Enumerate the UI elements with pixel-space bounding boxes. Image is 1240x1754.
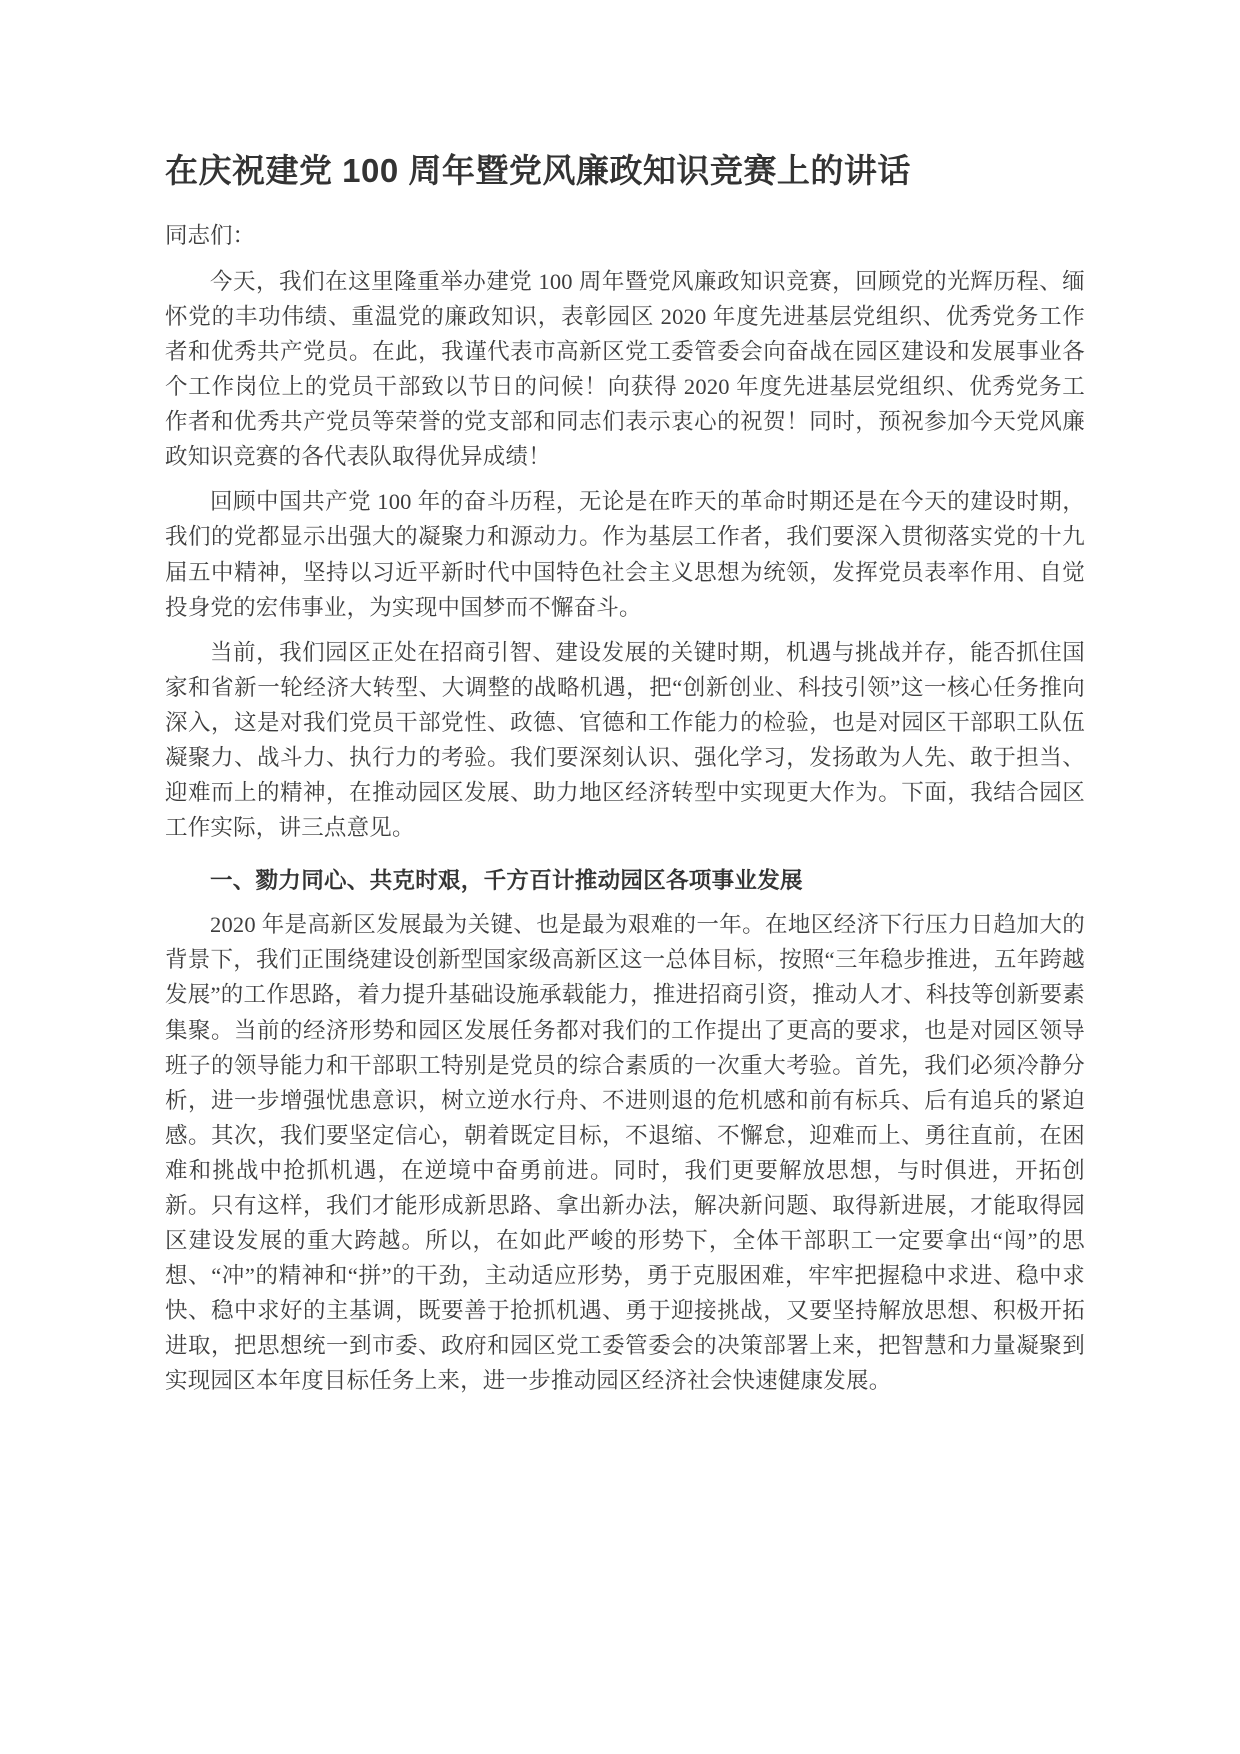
section-paragraph-1: 2020 年是高新区发展最为关键、也是最为艰难的一年。在地区经济下行压力日趋加大的背景下，我们正围绕建设创新型国家级高新区这一总体目标，按照“三年稳步推进，五年跨越发展”的工作思路，着力提升基础设施承载能力，推进招商引资，推动人才、科技等创新要素集聚。当前的经济形势和园区发展任务都对我们的工作提出了更高的要求，也是对园区领导班子的领导能力和干部职工特别是党员的综合素质的一次重大考验。首先，我们必须冷静分析，进一步增强忧患意识，树立逆水行舟、不进则退的危机感和前有标兵、后有追兵的紧迫感。其次，我们要坚定信心，朝着既定目标，不退缩、不懈怠，迎难而上、勇往直前，在困难和挑战中抢抓机遇，在逆境中奋勇前进。同时，我们更要解放思想，与时俱进，开拓创新。只有这样，我们才能形成新思路、拿出新办法，解决新问题、取得新进展，才能取得园区建设发展的重大跨越。所以，在如此严峻的形势下，全体干部职工一定要拿出“闯”的思想、“冲”的精神和“拼”的干劲，主动适应形势，勇于克服困难，牢牢把握稳中求进、稳中求快、稳中求好的主基调，既要善于抢抓机遇、勇于迎接挑战，又要坚持解放思想、积极开拓进取，把思想统一到市委、政府和园区党工委管委会的决策部署上来，把智慧和力量凝聚到实现园区本年度目标任务上来，进一步推动园区经济社会快速健康发展。 — [165, 912, 1085, 1394]
salutation: 同志们： — [165, 222, 256, 248]
paragraph-1: 今天，我们在这里隆重举办建党 100 周年暨党风廉政知识竞赛，回顾党的光辉历程、缅怀党的丰功伟绩、重温党的廉政知识，表彰园区 2020 年度先进基层党组织、优秀党务工作者和优秀共产党员。在此，我谨代表市高新区党工委管委会向奋战在园区建设和发展事业各个工作岗位上的党员干部致以节日的问候！向获得 2020 年度先进基层党组织、优秀党务工作者和优秀共产党员等荣誉的党支部和同志们表示衷心的祝贺！同时，预祝参加今天党风廉政知识竞赛的各代表队取得优异成绩！ — [165, 268, 1085, 470]
section-heading-1: 一、勠力同心、共克时艰，千方百计推动园区各项事业发展 — [210, 868, 803, 894]
paragraph-3: 当前，我们园区正处在招商引智、建设发展的关键时期，机遇与挑战并存，能否抓住国家和省新一轮经济大转型、大调整的战略机遇，把“创新创业、科技引领”这一核心任务推向深入，这是对我们党员干部党性、政德、官德和工作能力的检验，也是对园区干部职工队伍凝聚力、战斗力、执行力的考验。我们要深刻认识、强化学习，发扬敢为人先、敢于担当、迎难而上的精神，在推动园区发展、助力地区经济转型中实现更大作为。下面，我结合园区工作实际，讲三点意见。 — [165, 639, 1085, 841]
page-title: 在庆祝建党 100 周年暨党风廉政知识竞赛上的讲话 — [165, 152, 911, 189]
paragraph-2: 回顾中国共产党 100 年的奋斗历程，无论是在昨天的革命时期还是在今天的建设时期，我们的党都显示出强大的凝聚力和源动力。作为基层工作者，我们要深入贯彻落实党的十九届五中精神，坚持以习近平新时代中国特色社会主义思想为统领，发挥党员表率作用、自觉投身党的宏伟事业，为实现中国梦而不懈奋斗。 — [165, 489, 1085, 620]
